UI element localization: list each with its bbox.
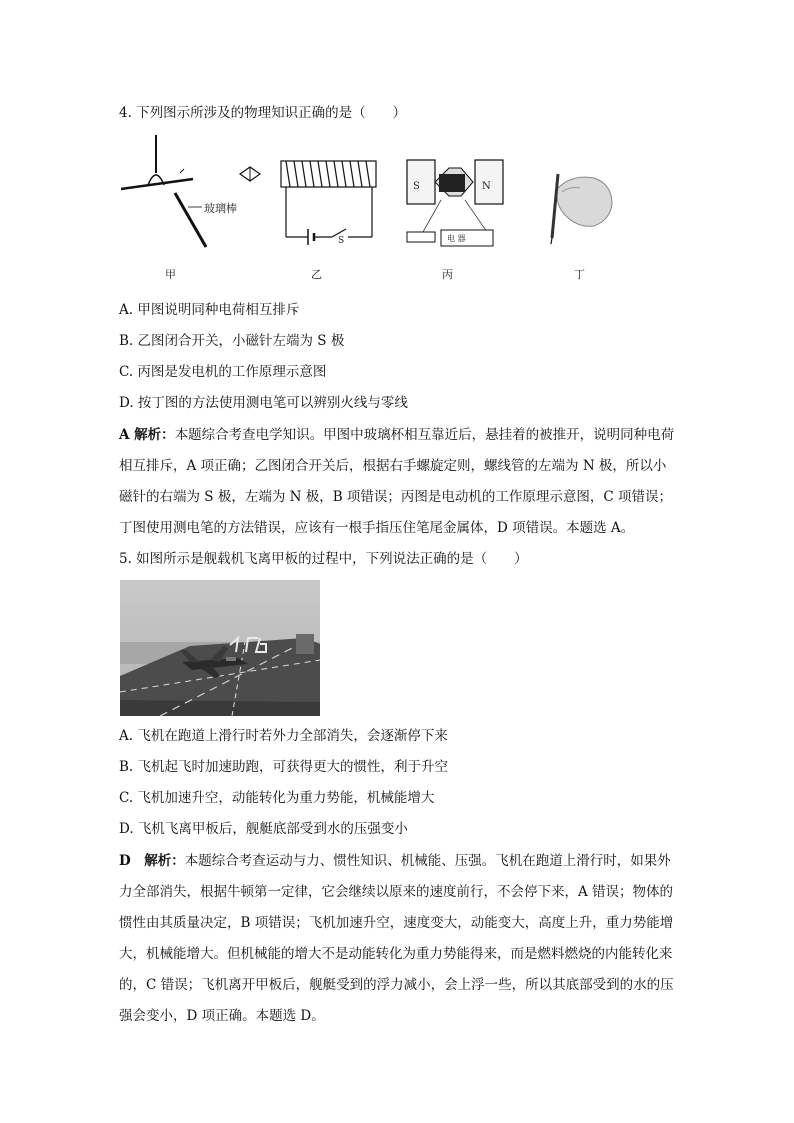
- figure-yi-label: 乙: [311, 268, 322, 281]
- figure-bing-label: 丙: [442, 268, 453, 281]
- q4-answer-head: A 解析：: [119, 427, 175, 443]
- q5-answer: [119, 846, 679, 1032]
- figure-jia-label: 甲: [165, 268, 176, 281]
- magnet-n-label: N: [482, 181, 491, 192]
- figure-yi: [238, 155, 388, 250]
- q5-answer-body: 本题综合考查运动与力、惯性知识、机械能、压强。飞机在跑道上滑行时，如果外力全部消失，根据牛顿第一定律，它会继续以原来的速度前行，不会停下来，A 错误；物体的惯性由其质量决定，B 项错误；飞机加速升空，速度变大，动能变大，高度上升，重力势能增大，机械能增大。但机械能的增大不是动能转化为重力势能得来，而是燃料燃烧的内能转化来的，C 错误；飞机离开甲板后，舰艇受到的浮力减小，会上浮一些，所以其底部受到的水的压强会变小，D 项正确。本题选 D。: [119, 853, 674, 1024]
- q5-answer-head: D 解析：: [119, 853, 185, 869]
- q5-option-d: D. 飞机飞离甲板后，舰艇底部受到水的压强变小: [119, 821, 408, 837]
- figure-jia: [118, 135, 228, 250]
- switch-label: S: [338, 236, 345, 246]
- magnet-s-label: S: [413, 181, 420, 192]
- figure-ding-label: 丁: [574, 268, 585, 281]
- q4-option-d: D. 按丁图的方法使用测电笔可以辨别火线与零线: [119, 395, 408, 411]
- q4-answer: [119, 420, 679, 544]
- q5-option-b: B. 飞机起飞时加速助跑，可获得更大的惯性，利于升空: [119, 759, 449, 775]
- q5-option-a: A. 飞机在跑道上滑行时若外力全部消失，会逐渐停下来: [119, 728, 448, 744]
- meter-label: 电 器: [447, 234, 466, 243]
- q4-option-a: A. 甲图说明同种电荷相互排斥: [119, 302, 300, 318]
- carrier-photo: [120, 580, 320, 716]
- q5-stem: 5. 如图所示是舰载机飞离甲板的过程中，下列说法正确的是（ ）: [119, 551, 528, 567]
- q4-stem: 4. 下列图示所涉及的物理知识正确的是（ ）: [119, 105, 407, 121]
- q5-option-c: C. 飞机加速升空，动能转化为重力势能，机械能增大: [119, 790, 435, 806]
- q4-answer-body: 本题综合考查电学知识。甲图中玻璃杯相互靠近后，悬挂着的被推开，说明同种电荷相互排斥，A 项正确；乙图闭合开关后，根据右手螺旋定则，螺线管的左端为 N 极，所以小磁针的右端为 S 极，左端为 N 极，B 项错误；丙图是电动机的工作原理示意图，C 项错误；丁图使用测电笔的方法错误，应该有一根手指压住笔尾金属体，D 项错误。本题选 A。: [119, 427, 675, 536]
- q4-option-c: C. 丙图是发电机的工作原理示意图: [119, 364, 327, 380]
- figure-ding: [540, 170, 620, 245]
- q4-option-b: B. 乙图闭合开关，小磁针左端为 S 极: [119, 333, 345, 349]
- glass-rod-label: 玻璃棒: [204, 202, 237, 215]
